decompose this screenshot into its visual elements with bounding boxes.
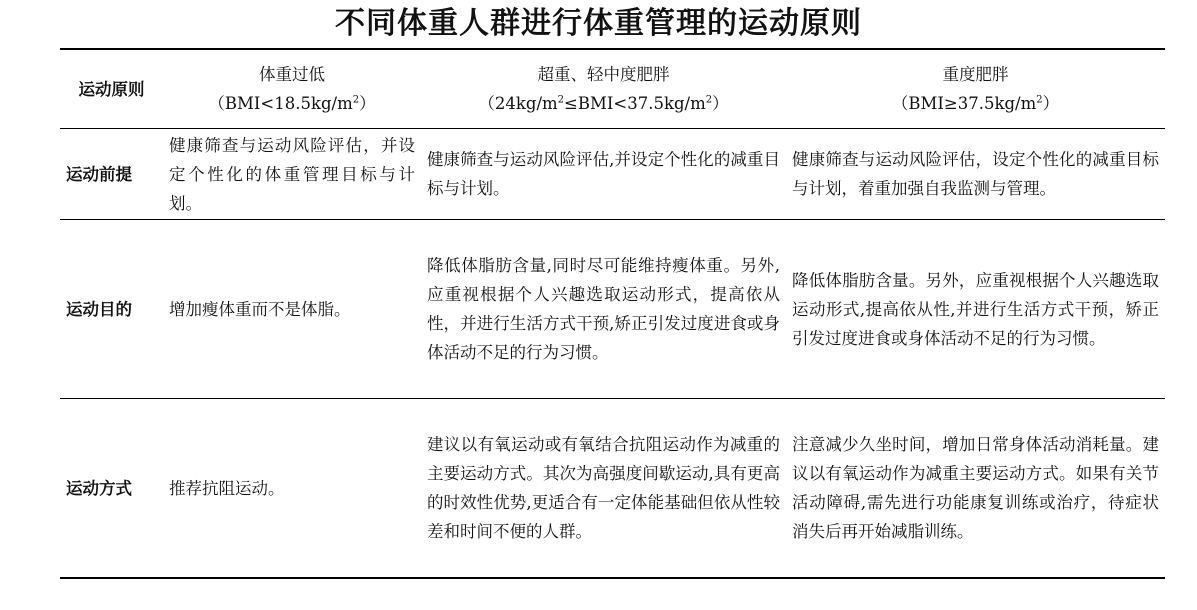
table-cell: 注意减少久坐时间，增加日常身体活动消耗量。建议以有氧运动作为减重主要运动方式。如果有关节活动障碍,需先进行功能康复训练或治疗，待症状消失后再开始减脂训练。	[792, 435, 1159, 541]
table-cell: 建议以有氧运动或有氧结合抗阻运动作为减重的主要运动方式。其次为高强度间歇运动,具有更高的时效性优势,更适合有一定体能基础但依从性较差和时间不便的人群。	[427, 435, 780, 541]
table-cell: 健康筛查与运动风险评估，设定个性化的减重目标与计划，着重加强自我监测与管理。	[786, 129, 1165, 220]
column-name: 体重过低	[259, 65, 325, 84]
page-title: 不同体重人群进行体重管理的运动原则	[335, 6, 862, 41]
row-label: 运动目的	[60, 220, 163, 399]
column-header-underweight	[163, 49, 421, 129]
exercise-principles-table	[60, 48, 1165, 579]
table-cell: 健康筛查与运动风险评估,并设定个性化的减重目标与计划。	[421, 129, 786, 220]
row-label: 运动方式	[66, 478, 132, 498]
column-header-severe-obesity	[786, 49, 1165, 129]
column-name: 超重、轻中度肥胖	[537, 65, 670, 84]
table-cell: 降低体脂肪含量,同时尽可能维持瘦体重。另外,应重视根据个人兴趣选取运动形式，提高依从性，并进行生活方式干预,矫正引发过度进食或身体活动不足的行为习惯。	[421, 220, 786, 399]
table-row	[60, 129, 1165, 220]
table-row	[60, 220, 1165, 399]
corner-header: 运动原则	[60, 49, 163, 129]
table-cell: 增加瘦体重而不是体脂。	[163, 220, 421, 399]
column-range: $(BMI<18.5kg/m^2)$	[208, 94, 376, 113]
table-cell: 降低体脂肪含量。另外，应重视根据个人兴趣选取运动形式,提高依从性,并进行生活方式干预，矫正引发过度进食或身体活动不足的行为习惯。	[786, 220, 1165, 399]
header-row	[60, 49, 1165, 129]
table-cell: 健康筛查与运动风险评估，并设定个性化的体重管理目标与计划。	[163, 129, 421, 220]
table-row	[60, 399, 1165, 579]
column-name: 重度肥胖	[942, 65, 1009, 84]
column-range: $(24kg/m^2\le BMI<37.5kg/m^2)$	[478, 94, 729, 113]
table-cell: 推荐抗阻运动。	[169, 478, 285, 498]
row-label: 运动前提	[60, 129, 163, 220]
column-header-overweight	[421, 49, 786, 129]
column-range: $(BMI\ge 37.5kg/m^2)$	[891, 94, 1060, 113]
